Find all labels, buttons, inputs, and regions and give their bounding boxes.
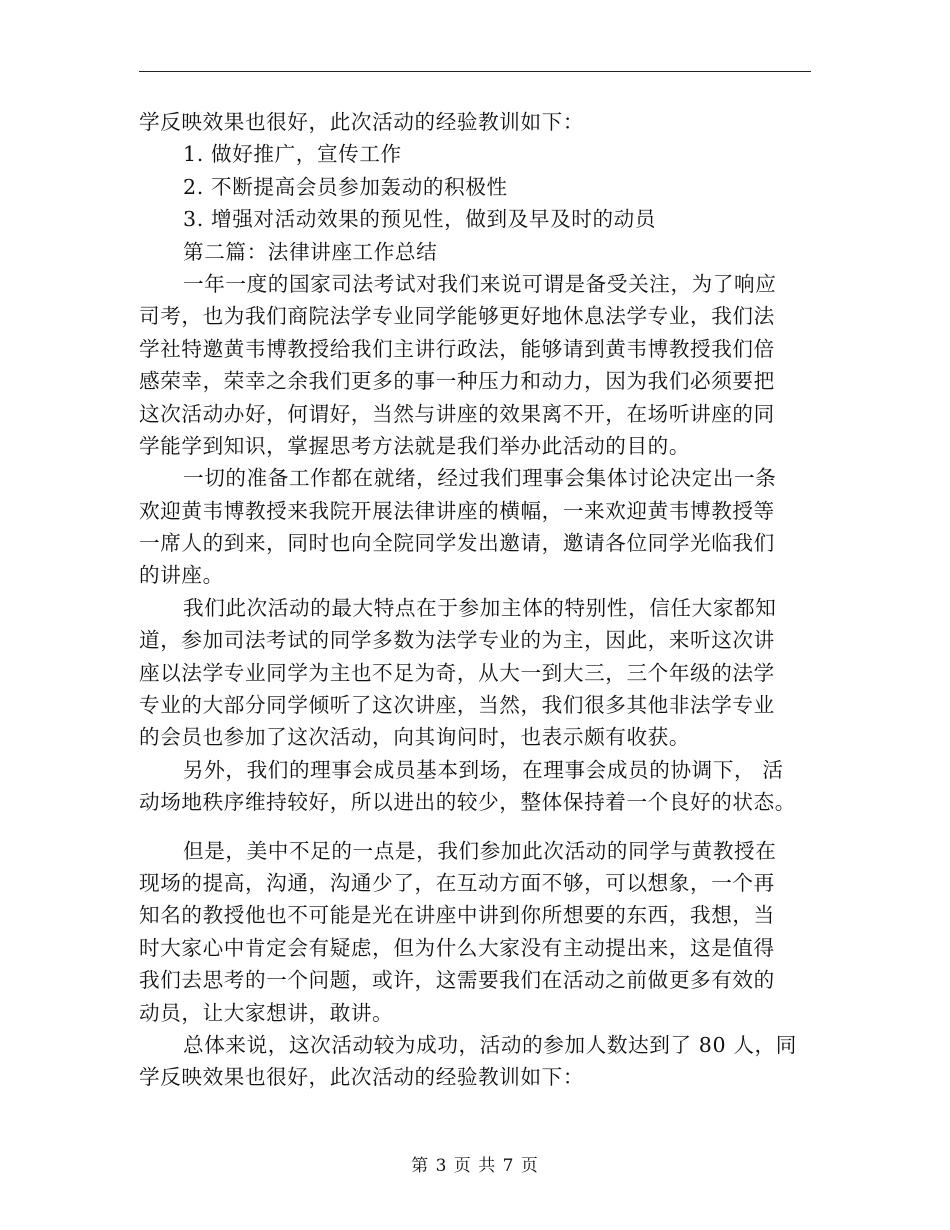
text-line: 学社特邀黄韦博教授给我们主讲行政法，能够请到黄韦博教授我们倍 bbox=[139, 336, 775, 361]
text-line: 我们去思考的一个问题，或许，这需要我们在活动之前做更多有效的 bbox=[139, 968, 775, 993]
text-line: 但是，美中不足的一点是，我们参加此次活动的同学与黄教授在 bbox=[183, 838, 777, 863]
text-line: 现场的提高，沟通，沟通少了，在互动方面不够，可以想象，一个再 bbox=[139, 870, 775, 895]
text-line: 专业的大部分同学倾听了这次讲座，当然，我们很多其他非法学专业 bbox=[139, 693, 775, 718]
text-line: 时大家心中肯定会有疑虑，但为什么大家没有主动提出来，这是值得 bbox=[139, 935, 775, 960]
text-line: 我们此次活动的最大特点在于参加主体的特别性，信任大家都知 bbox=[183, 595, 777, 620]
header-rule bbox=[139, 71, 811, 72]
page-footer: 第 3 页 共 7 页 bbox=[411, 1156, 539, 1176]
text-line: 学反映效果也很好，此次活动的经验教训如下： bbox=[139, 110, 585, 134]
text-line: 另外，我们的理事会成员基本到场，在理事会成员的协调下， 活 bbox=[183, 757, 784, 782]
text-line: 学反映效果也很好，此次活动的经验教训如下： bbox=[139, 1065, 585, 1090]
list-item: 2. 不断提高会员参加轰动的积极性 bbox=[183, 174, 508, 199]
text-line: 总体来说，这次活动较为成功，活动的参加人数达到了 80 人，同 bbox=[183, 1032, 797, 1057]
text-line: 动员，让大家想讲，敢讲。 bbox=[139, 1000, 394, 1025]
text-line: 一席人的到来，同时也向全院同学发出邀请，邀请各位同学光临我们 bbox=[139, 531, 775, 556]
section-heading: 第二篇：法律讲座工作总结 bbox=[183, 239, 438, 264]
text-line: 司考，也为我们商院法学专业同学能够更好地休息法学专业，我们法 bbox=[139, 304, 775, 329]
text-line: 感荣幸，荣幸之余我们更多的事一种压力和动力，因为我们必须要把 bbox=[139, 369, 775, 394]
text-line: 一切的准备工作都在就绪，经过我们理事会集体讨论决定出一条 bbox=[183, 466, 777, 491]
text-line: 的讲座。 bbox=[139, 563, 224, 588]
text-line: 的会员也参加了这次活动，向其询问时，也表示颇有收获。 bbox=[139, 725, 691, 750]
text-line: 知名的教授他也不可能是光在讲座中讲到你所想要的东西，我想，当 bbox=[139, 903, 775, 928]
list-item: 1. 做好推广，宣传工作 bbox=[183, 142, 402, 167]
text-line: 这次活动办好，何谓好，当然与讲座的效果离不开，在场听讲座的同 bbox=[139, 401, 775, 426]
text-line: 学能学到知识，掌握思考方法就是我们举办此活动的目的。 bbox=[139, 433, 691, 458]
text-line: 座以法学专业同学为主也不足为奇，从大一到大三，三个年级的法学 bbox=[139, 660, 775, 685]
text-line: 动场地秩序维持较好，所以进出的较少，整体保持着一个良好的状态。 bbox=[139, 790, 797, 815]
text-line: 一年一度的国家司法考试对我们来说可谓是备受关注，为了响应 bbox=[183, 271, 777, 296]
text-line: 欢迎黄韦博教授来我院开展法律讲座的横幅，一来欢迎黄韦博教授等 bbox=[139, 498, 775, 523]
text-line: 道，参加司法考试的同学多数为法学专业的为主，因此，来听这次讲 bbox=[139, 628, 775, 653]
document-body bbox=[139, 106, 811, 1094]
list-item: 3. 增强对活动效果的预见性，做到及早及时的动员 bbox=[183, 207, 657, 232]
paragraph-gap bbox=[139, 819, 811, 835]
